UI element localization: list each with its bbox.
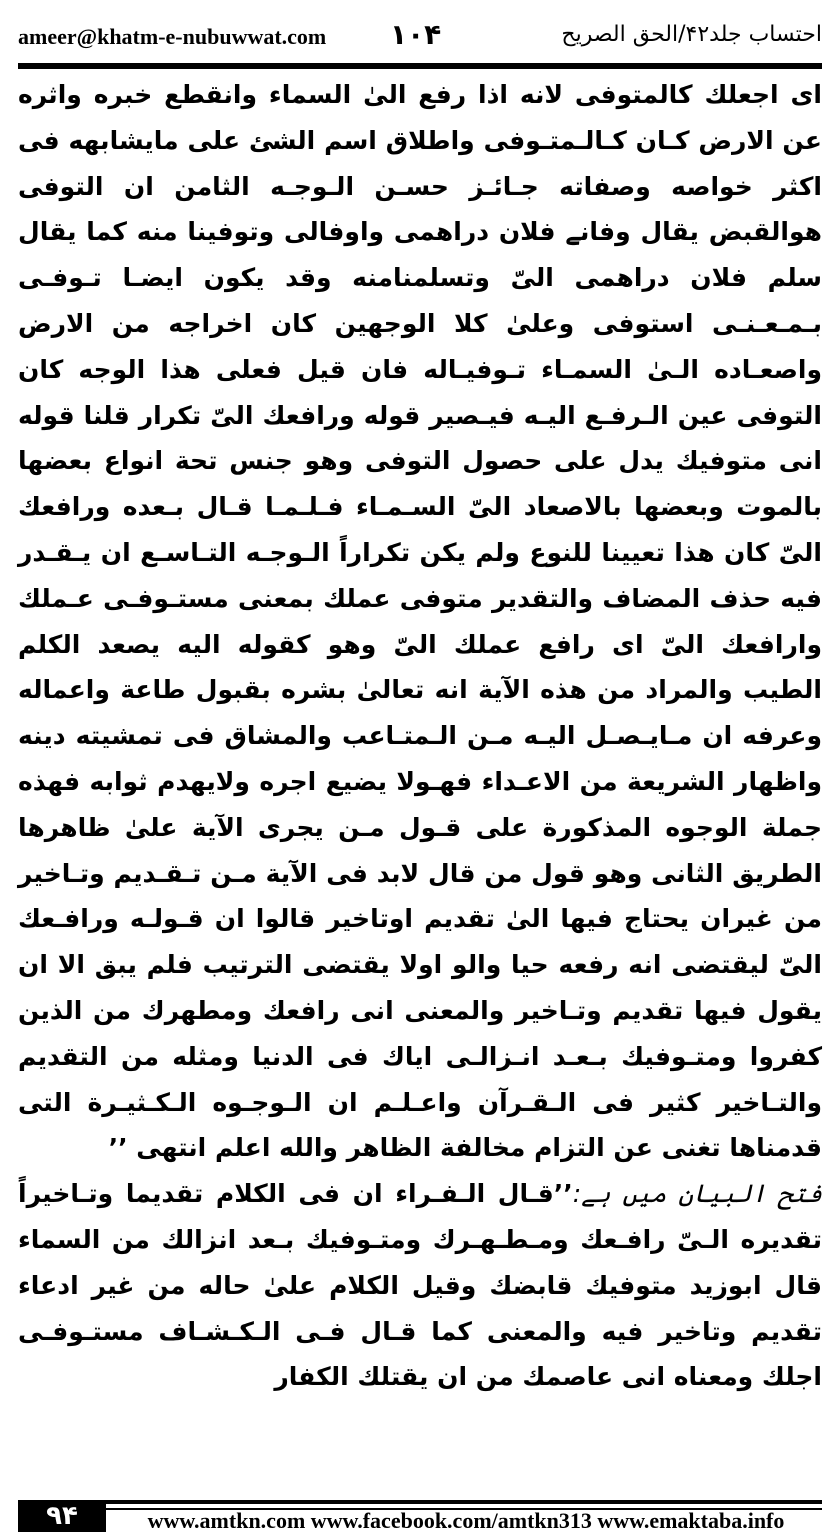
page-number-top: ۱۰۴ — [390, 18, 442, 51]
book-title: احتساب جلد۴۲/الحق الصریح — [561, 22, 822, 47]
header-rule — [18, 63, 822, 69]
paragraph-2: ’’قـال الـفـراء ان فی الكلام تقدیما وتـاخیراً تقدیره الـیّ رافـعك ومـطـهـرك ومتـوفیك بـعد انزالك من السماء قال ابوزید متوفیك قابضك وقیل الكلام علیٰ حاله من غیر ادعاء تقدیم وتاخیر فیه والمعنی كما قـال فـی الـكـشـاف مستـوفـی اجلك ومعناه انی عاصمك من ان یقتلك الكفار — [18, 1179, 822, 1392]
footer-rule — [106, 1500, 822, 1504]
page-body — [18, 72, 822, 1472]
page-header — [18, 18, 822, 62]
footer-links: www.amtkn.com www.facebook.com/amtkn313 www.emaktaba.info — [147, 1508, 785, 1533]
paragraph-2-wrapper — [18, 1171, 822, 1400]
email-address: ameer@khatm-e-nubuwwat.com — [18, 24, 327, 49]
quote-source: فتح البیان میں ہے: — [572, 1179, 822, 1209]
paragraph-1: ای اجعلك كالمتوفی لانه اذا رفع الیٰ السماء وانقطع خبره واثره عن الارض كـان كـالـمتـوفی واطلاق اسم الشئ علی مایشابهه فی اكثر خواصه وصفاته جـائـز حسـن الـوجـه الثامن ان التوفی هوالقبض یقال وفانے فلان دراهمی واوفالی وتوفینا منه كما یقال سلم فلان دراهمی الیّ وتسلمنامنه وقد یكون ایضـا تـوفـی بـمـعـنـی استوفی وعلیٰ كلا الوجهین كان اخراجه من الارض واصعـاده الـیٰ السمـاء تـوفیـاله فان قیل فعلی هذا الوجه كان التوفی عین الـرفـع الیـه فیـصیر قوله ورافعك الیّ تكرار قلنا قوله انی متوفیك یدل علی حصول التوفی وهو جنس تحة انواع بعضها بالموت وبعضها بالاصعاد الیّ السـمـاء فـلـمـا قـال بـعده ورافعك الیّ كان هذا تعیینا للنوع ولم یكن تكراراً الـوجـه التـاسـع ان یـقـدر فیه حذف المضاف والتقدیر متوفی عملك بمعنی مستـوفـی عـملك وارافعك الیّ ای رافع عملك الیّ وهو كقوله الیه یصعد الكلم الطیب والمراد من هذه الآیة انه تعالیٰ بشره بقبول طاعة واعماله وعرفه ان مـایـصـل الیـه مـن الـمتـاعب والمشاق فی تمشیته دینه واظهار الشریعة من الاعـداء فهـولا یضیع اجره ولایهدم ثوابه فهذه جملة الوجوه المذكورة علی قـول مـن یجری الآیة علیٰ ظاهرها الطریق الثانی وهو قول من قال لابد فی الآیة مـن تـقـدیم وتـاخیر من غیران یحتاج فیها الیٰ تقدیم اوتاخیر قالوا ان قـولـه ورافـعك الیّ لیقتضی انه رفعه حیا والو اولا یقتضی الترتیب فلم یبق الا ان یقول فیها تقدیم وتـاخیر والمعنی انی رافعك ومطهرك من الذین كفروا ومتـوفیك بـعـد انـزالـی ایاك فی الدنیا ومثله من التقدیم والتـاخیر كثیر فی الـقـرآن واعـلـم ان الـوجـوه الـكـثیـرة التی قدمناها تغنی عن التزام مخالفة الظاهر والله اعلم انتهی ’’ — [18, 80, 822, 1163]
page-number-bottom: ۹۴ — [18, 1500, 106, 1532]
